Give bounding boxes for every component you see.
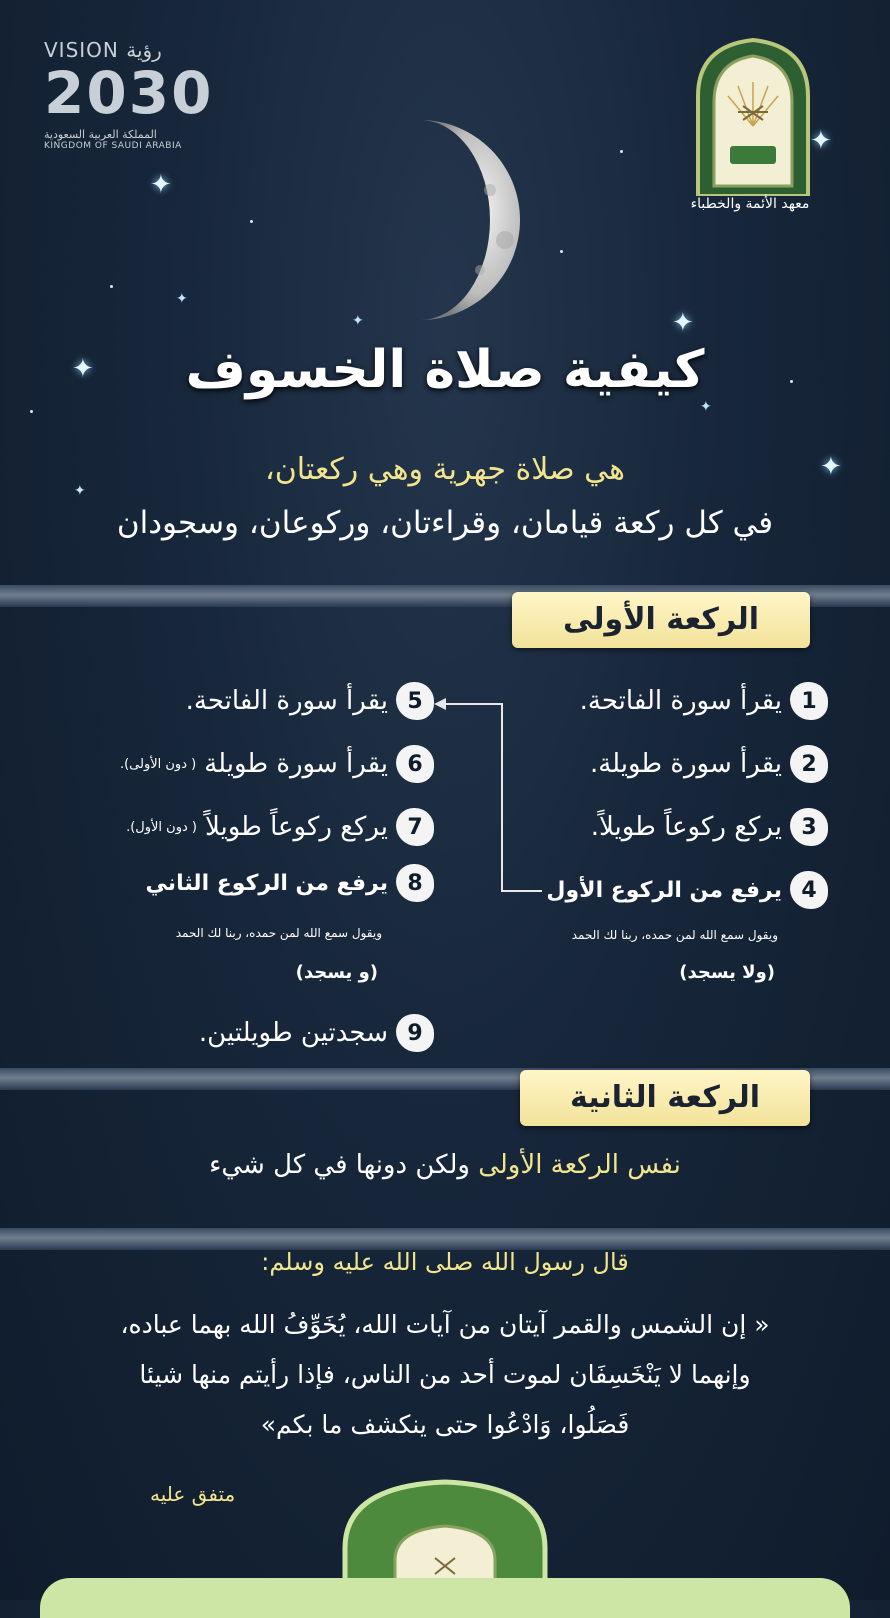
step-number-badge: 7 bbox=[396, 808, 434, 846]
step-text: يركع ركوعاً طويلاً bbox=[204, 812, 388, 842]
step-text: يقرأ سورة طويلة. bbox=[589, 749, 782, 779]
rakah2-heading: الركعة الثانية bbox=[520, 1070, 810, 1126]
crescent-moon-icon bbox=[420, 120, 540, 320]
step-8-note: ويقول سمع الله لمن حمده، ربنا لك الحمد bbox=[175, 926, 382, 940]
step-5 bbox=[186, 682, 434, 720]
step-4-note: ويقول سمع الله لمن حمده، ربنا لك الحمد bbox=[571, 928, 778, 942]
vision-label: VISION رؤية bbox=[44, 38, 162, 62]
step-note: ( دون الأولى). bbox=[119, 756, 197, 772]
divider-band bbox=[0, 1228, 890, 1250]
step-8-sajd: (و يسجد) bbox=[295, 962, 378, 983]
step-4 bbox=[546, 871, 828, 909]
step-text: يقرأ سورة طويلة bbox=[204, 749, 388, 779]
hadith-line: وإنهما لا يَنْخَسِفَان لموت أحد من الناس، فإذا رأيتم منها شيئا bbox=[139, 1360, 751, 1389]
institute-name: معهد الأئمة والخطباء bbox=[690, 196, 810, 212]
step-text: يرفع من الركوع الأول bbox=[546, 877, 782, 903]
vision-2030-logo bbox=[44, 38, 244, 168]
hadith-line: فَصَلُوا، وَادْعُوا حتى ينكشف ما بكم» bbox=[260, 1410, 630, 1439]
rakah2-text-highlight: نفس الركعة الأولى bbox=[478, 1150, 681, 1180]
rakah2-text-rest: ولكن دونها في كل شيء bbox=[209, 1150, 479, 1180]
step-2 bbox=[590, 745, 828, 783]
hadith-text bbox=[30, 1300, 860, 1450]
connector-arrow bbox=[430, 686, 550, 916]
step-number-badge: 4 bbox=[790, 871, 828, 909]
step-text: يركع ركوعاً طويلاً. bbox=[590, 812, 782, 842]
vision-arabic: المملكة العربية السعودية bbox=[44, 128, 157, 141]
subtitle-line-2: في كل ركعة قيامان، وقراءتان، وركوعان، وسجودان bbox=[116, 505, 774, 541]
rakah2-text bbox=[0, 1150, 890, 1180]
step-number-badge: 3 bbox=[790, 808, 828, 846]
step-3 bbox=[591, 808, 828, 846]
step-6 bbox=[120, 745, 434, 783]
vision-english: KINGDOM OF SAUDI ARABIA bbox=[44, 141, 182, 151]
page-title: كيفية صلاة الخسوف bbox=[185, 340, 705, 400]
step-text: سجدتين طويلتين. bbox=[198, 1018, 388, 1048]
step-1 bbox=[580, 682, 828, 720]
step-8 bbox=[146, 864, 434, 902]
step-text: يرفع من الركوع الثاني bbox=[145, 870, 388, 896]
hadith-source: متفق عليه bbox=[150, 1482, 236, 1506]
institute-logo-icon bbox=[688, 36, 818, 196]
step-text: يقرأ سورة الفاتحة. bbox=[185, 686, 388, 716]
step-number-badge: 6 bbox=[396, 745, 434, 783]
step-number-badge: 5 bbox=[396, 682, 434, 720]
step-number-badge: 8 bbox=[396, 864, 434, 902]
rakah1-heading: الركعة الأولى bbox=[512, 592, 810, 648]
hadith-intro: قال رسول الله صلى الله عليه وسلم: bbox=[261, 1248, 629, 1276]
hadith-line: « إن الشمس والقمر آيتان من آيات الله، يُخَوِّفُ الله بهما عباده، bbox=[120, 1310, 770, 1339]
subtitle-line-1: هي صلاة جهرية وهي ركعتان، bbox=[265, 452, 625, 487]
step-number-badge: 2 bbox=[790, 745, 828, 783]
bottom-bar bbox=[40, 1578, 850, 1618]
step-text: يقرأ سورة الفاتحة. bbox=[579, 686, 782, 716]
step-9 bbox=[199, 1014, 434, 1052]
step-4-sajd: (ولا يسجد) bbox=[679, 962, 775, 983]
step-7 bbox=[126, 808, 434, 846]
vision-year: 2030 bbox=[44, 59, 214, 127]
step-note: ( دون الأول). bbox=[126, 819, 197, 835]
step-number-badge: 1 bbox=[790, 682, 828, 720]
step-number-badge: 9 bbox=[396, 1014, 434, 1052]
